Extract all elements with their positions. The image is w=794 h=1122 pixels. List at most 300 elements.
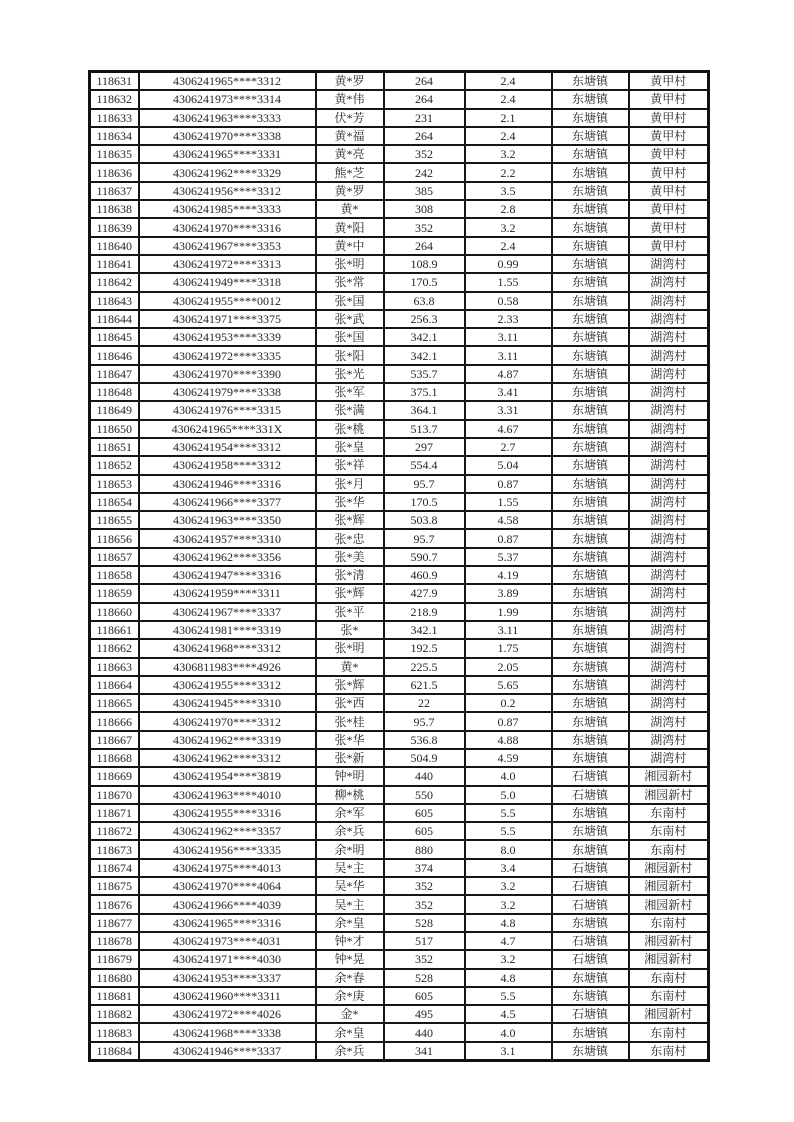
town-cell: 东塘镇	[552, 255, 629, 273]
name-cell: 张*忠	[316, 529, 384, 547]
village-cell: 湖湾村	[629, 310, 709, 328]
id-number-cell: 4306241972****3335	[139, 346, 316, 364]
name-cell: 张*武	[316, 310, 384, 328]
town-cell: 东塘镇	[552, 969, 629, 987]
name-cell: 余*春	[316, 969, 384, 987]
serial-number-cell: 118647	[90, 365, 139, 383]
table-row	[90, 529, 709, 547]
table-row	[90, 475, 709, 493]
village-cell: 东南村	[629, 822, 709, 840]
name-cell: 张*西	[316, 694, 384, 712]
id-number-cell: 4306241960****3311	[139, 987, 316, 1005]
table-row	[90, 456, 709, 474]
table-row	[90, 859, 709, 877]
serial-number-cell: 118658	[90, 566, 139, 584]
rate-cell: 3.2	[465, 145, 552, 163]
serial-number-cell: 118635	[90, 145, 139, 163]
id-number-cell: 4306811983****4926	[139, 658, 316, 676]
amount-cell: 264	[384, 90, 465, 108]
amount-cell: 605	[384, 822, 465, 840]
town-cell: 东塘镇	[552, 822, 629, 840]
rate-cell: 1.55	[465, 273, 552, 291]
name-cell: 张*国	[316, 292, 384, 310]
name-cell: 张*祥	[316, 456, 384, 474]
town-cell: 东塘镇	[552, 90, 629, 108]
table-row	[90, 401, 709, 419]
town-cell: 东塘镇	[552, 475, 629, 493]
rate-cell: 3.11	[465, 328, 552, 346]
town-cell: 东塘镇	[552, 401, 629, 419]
rate-cell: 4.5	[465, 1005, 552, 1023]
name-cell: 张*	[316, 621, 384, 639]
rate-cell: 8.0	[465, 840, 552, 858]
town-cell: 东塘镇	[552, 621, 629, 639]
rate-cell: 5.5	[465, 804, 552, 822]
data-table	[88, 70, 710, 1062]
table-row	[90, 969, 709, 987]
town-cell: 东塘镇	[552, 658, 629, 676]
name-cell: 张*平	[316, 603, 384, 621]
serial-number-cell: 118634	[90, 127, 139, 145]
amount-cell: 108.9	[384, 255, 465, 273]
rate-cell: 5.0	[465, 786, 552, 804]
town-cell: 东塘镇	[552, 109, 629, 127]
name-cell: 张*辉	[316, 511, 384, 529]
name-cell: 张*月	[316, 475, 384, 493]
town-cell: 东塘镇	[552, 603, 629, 621]
table-row	[90, 237, 709, 255]
id-number-cell: 4306241946****3316	[139, 475, 316, 493]
name-cell: 张*明	[316, 255, 384, 273]
village-cell: 东南村	[629, 804, 709, 822]
amount-cell: 528	[384, 969, 465, 987]
serial-number-cell: 118673	[90, 840, 139, 858]
name-cell: 柳*桃	[316, 786, 384, 804]
rate-cell: 0.2	[465, 694, 552, 712]
name-cell: 张*美	[316, 548, 384, 566]
amount-cell: 170.5	[384, 273, 465, 291]
town-cell: 石塘镇	[552, 767, 629, 785]
village-cell: 黄甲村	[629, 182, 709, 200]
amount-cell: 517	[384, 932, 465, 950]
name-cell: 吴*主	[316, 859, 384, 877]
id-number-cell: 4306241956****3335	[139, 840, 316, 858]
amount-cell: 535.7	[384, 365, 465, 383]
id-number-cell: 4306241947****3316	[139, 566, 316, 584]
village-cell: 湖湾村	[629, 273, 709, 291]
village-cell: 湖湾村	[629, 712, 709, 730]
village-cell: 湖湾村	[629, 749, 709, 767]
serial-number-cell: 118651	[90, 438, 139, 456]
serial-number-cell: 118680	[90, 969, 139, 987]
id-number-cell: 4306241946****3337	[139, 1042, 316, 1061]
rate-cell: 2.4	[465, 237, 552, 255]
name-cell: 张*华	[316, 731, 384, 749]
town-cell: 东塘镇	[552, 438, 629, 456]
table-row	[90, 548, 709, 566]
serial-number-cell: 118664	[90, 676, 139, 694]
rate-cell: 1.99	[465, 603, 552, 621]
table-row	[90, 731, 709, 749]
name-cell: 钟*晃	[316, 950, 384, 968]
name-cell: 黄*伟	[316, 90, 384, 108]
village-cell: 湖湾村	[629, 438, 709, 456]
serial-number-cell: 118653	[90, 475, 139, 493]
name-cell: 张*辉	[316, 676, 384, 694]
id-number-cell: 4306241970****3312	[139, 712, 316, 730]
table-row	[90, 749, 709, 767]
table-row	[90, 932, 709, 950]
village-cell: 湖湾村	[629, 365, 709, 383]
town-cell: 东塘镇	[552, 328, 629, 346]
rate-cell: 3.4	[465, 859, 552, 877]
town-cell: 东塘镇	[552, 731, 629, 749]
serial-number-cell: 118638	[90, 200, 139, 218]
rate-cell: 1.75	[465, 639, 552, 657]
name-cell: 钟*才	[316, 932, 384, 950]
serial-number-cell: 118676	[90, 895, 139, 913]
serial-number-cell: 118639	[90, 218, 139, 236]
serial-number-cell: 118678	[90, 932, 139, 950]
amount-cell: 308	[384, 200, 465, 218]
id-number-cell: 4306241962****3356	[139, 548, 316, 566]
name-cell: 熊*芝	[316, 163, 384, 181]
id-number-cell: 4306241963****3333	[139, 109, 316, 127]
name-cell: 张*常	[316, 273, 384, 291]
id-number-cell: 4306241968****3338	[139, 1023, 316, 1041]
rate-cell: 4.88	[465, 731, 552, 749]
serial-number-cell: 118648	[90, 383, 139, 401]
town-cell: 东塘镇	[552, 1023, 629, 1041]
name-cell: 张*皇	[316, 438, 384, 456]
amount-cell: 503.8	[384, 511, 465, 529]
village-cell: 黄甲村	[629, 72, 709, 91]
rate-cell: 2.4	[465, 72, 552, 91]
amount-cell: 504.9	[384, 749, 465, 767]
village-cell: 东南村	[629, 987, 709, 1005]
name-cell: 张*桂	[316, 712, 384, 730]
rate-cell: 2.33	[465, 310, 552, 328]
amount-cell: 460.9	[384, 566, 465, 584]
name-cell: 黄*阳	[316, 218, 384, 236]
id-number-cell: 4306241979****3338	[139, 383, 316, 401]
table-row	[90, 163, 709, 181]
village-cell: 湖湾村	[629, 621, 709, 639]
table-row	[90, 676, 709, 694]
serial-number-cell: 118652	[90, 456, 139, 474]
id-number-cell: 4306241973****4031	[139, 932, 316, 950]
serial-number-cell: 118645	[90, 328, 139, 346]
serial-number-cell: 118643	[90, 292, 139, 310]
amount-cell: 192.5	[384, 639, 465, 657]
amount-cell: 352	[384, 877, 465, 895]
town-cell: 东塘镇	[552, 639, 629, 657]
village-cell: 湖湾村	[629, 346, 709, 364]
name-cell: 伏*芳	[316, 109, 384, 127]
rate-cell: 5.65	[465, 676, 552, 694]
amount-cell: 528	[384, 914, 465, 932]
id-number-cell: 4306241953****3339	[139, 328, 316, 346]
village-cell: 湖湾村	[629, 566, 709, 584]
id-number-cell: 4306241971****4030	[139, 950, 316, 968]
table-row	[90, 786, 709, 804]
id-number-cell: 4306241963****4010	[139, 786, 316, 804]
rate-cell: 5.5	[465, 822, 552, 840]
village-cell: 湘园新村	[629, 932, 709, 950]
serial-number-cell: 118666	[90, 712, 139, 730]
serial-number-cell: 118660	[90, 603, 139, 621]
id-number-cell: 4306241959****3311	[139, 584, 316, 602]
village-cell: 湖湾村	[629, 529, 709, 547]
serial-number-cell: 118677	[90, 914, 139, 932]
serial-number-cell: 118646	[90, 346, 139, 364]
amount-cell: 225.5	[384, 658, 465, 676]
rate-cell: 3.11	[465, 346, 552, 364]
rate-cell: 3.41	[465, 383, 552, 401]
serial-number-cell: 118665	[90, 694, 139, 712]
id-number-cell: 4306241985****3333	[139, 200, 316, 218]
table-row	[90, 72, 709, 91]
amount-cell: 352	[384, 145, 465, 163]
rate-cell: 4.67	[465, 420, 552, 438]
village-cell: 湖湾村	[629, 658, 709, 676]
id-number-cell: 4306241962****3319	[139, 731, 316, 749]
table-row	[90, 822, 709, 840]
town-cell: 东塘镇	[552, 676, 629, 694]
rate-cell: 3.2	[465, 895, 552, 913]
id-number-cell: 4306241955****3316	[139, 804, 316, 822]
id-number-cell: 4306241976****3315	[139, 401, 316, 419]
rate-cell: 2.1	[465, 109, 552, 127]
village-cell: 黄甲村	[629, 90, 709, 108]
village-cell: 湘园新村	[629, 1005, 709, 1023]
name-cell: 黄*福	[316, 127, 384, 145]
table-row	[90, 328, 709, 346]
id-number-cell: 4306241962****3312	[139, 749, 316, 767]
rate-cell: 4.8	[465, 969, 552, 987]
table-row	[90, 273, 709, 291]
name-cell: 余*军	[316, 804, 384, 822]
table-row	[90, 511, 709, 529]
rate-cell: 4.58	[465, 511, 552, 529]
village-cell: 湖湾村	[629, 731, 709, 749]
table-row	[90, 639, 709, 657]
name-cell: 张*桃	[316, 420, 384, 438]
amount-cell: 374	[384, 859, 465, 877]
serial-number-cell: 118637	[90, 182, 139, 200]
amount-cell: 621.5	[384, 676, 465, 694]
serial-number-cell: 118674	[90, 859, 139, 877]
table-row	[90, 712, 709, 730]
table-row	[90, 438, 709, 456]
amount-cell: 218.9	[384, 603, 465, 621]
amount-cell: 352	[384, 895, 465, 913]
serial-number-cell: 118661	[90, 621, 139, 639]
serial-number-cell: 118656	[90, 529, 139, 547]
name-cell: 余*兵	[316, 1042, 384, 1061]
id-number-cell: 4306241975****4013	[139, 859, 316, 877]
id-number-cell: 4306241972****4026	[139, 1005, 316, 1023]
serial-number-cell: 118650	[90, 420, 139, 438]
town-cell: 东塘镇	[552, 548, 629, 566]
table-row	[90, 584, 709, 602]
id-number-cell: 4306241965****3316	[139, 914, 316, 932]
village-cell: 湖湾村	[629, 383, 709, 401]
table-row	[90, 804, 709, 822]
serial-number-cell: 118671	[90, 804, 139, 822]
rate-cell: 3.5	[465, 182, 552, 200]
serial-number-cell: 118654	[90, 493, 139, 511]
amount-cell: 22	[384, 694, 465, 712]
name-cell: 张*辉	[316, 584, 384, 602]
id-number-cell: 4306241949****3318	[139, 273, 316, 291]
town-cell: 东塘镇	[552, 456, 629, 474]
town-cell: 东塘镇	[552, 840, 629, 858]
serial-number-cell: 118659	[90, 584, 139, 602]
rate-cell: 2.2	[465, 163, 552, 181]
town-cell: 东塘镇	[552, 365, 629, 383]
rate-cell: 4.0	[465, 1023, 552, 1041]
amount-cell: 427.9	[384, 584, 465, 602]
town-cell: 东塘镇	[552, 182, 629, 200]
name-cell: 余*明	[316, 840, 384, 858]
town-cell: 东塘镇	[552, 420, 629, 438]
amount-cell: 264	[384, 127, 465, 145]
rate-cell: 0.99	[465, 255, 552, 273]
table-row	[90, 877, 709, 895]
town-cell: 东塘镇	[552, 1042, 629, 1061]
id-number-cell: 4306241981****3319	[139, 621, 316, 639]
id-number-cell: 4306241945****3310	[139, 694, 316, 712]
town-cell: 石塘镇	[552, 786, 629, 804]
serial-number-cell: 118679	[90, 950, 139, 968]
id-number-cell: 4306241965****331X	[139, 420, 316, 438]
amount-cell: 63.8	[384, 292, 465, 310]
village-cell: 湖湾村	[629, 328, 709, 346]
name-cell: 余*兵	[316, 822, 384, 840]
name-cell: 张*国	[316, 328, 384, 346]
village-cell: 湖湾村	[629, 639, 709, 657]
name-cell: 张*华	[316, 493, 384, 511]
village-cell: 湘园新村	[629, 859, 709, 877]
village-cell: 湖湾村	[629, 420, 709, 438]
amount-cell: 352	[384, 950, 465, 968]
town-cell: 石塘镇	[552, 950, 629, 968]
town-cell: 东塘镇	[552, 237, 629, 255]
table-row	[90, 566, 709, 584]
village-cell: 东南村	[629, 840, 709, 858]
id-number-cell: 4306241962****3357	[139, 822, 316, 840]
town-cell: 石塘镇	[552, 859, 629, 877]
amount-cell: 880	[384, 840, 465, 858]
town-cell: 东塘镇	[552, 383, 629, 401]
village-cell: 湖湾村	[629, 676, 709, 694]
table-row	[90, 346, 709, 364]
id-number-cell: 4306241962****3329	[139, 163, 316, 181]
name-cell: 张*新	[316, 749, 384, 767]
id-number-cell: 4306241953****3337	[139, 969, 316, 987]
id-number-cell: 4306241956****3312	[139, 182, 316, 200]
town-cell: 东塘镇	[552, 694, 629, 712]
village-cell: 湖湾村	[629, 584, 709, 602]
id-number-cell: 4306241954****3312	[139, 438, 316, 456]
village-cell: 黄甲村	[629, 109, 709, 127]
table-row	[90, 182, 709, 200]
name-cell: 张*光	[316, 365, 384, 383]
amount-cell: 264	[384, 72, 465, 91]
serial-number-cell: 118675	[90, 877, 139, 895]
village-cell: 黄甲村	[629, 127, 709, 145]
amount-cell: 590.7	[384, 548, 465, 566]
amount-cell: 385	[384, 182, 465, 200]
id-number-cell: 4306241954****3819	[139, 767, 316, 785]
village-cell: 东南村	[629, 1023, 709, 1041]
table-row	[90, 621, 709, 639]
amount-cell: 256.3	[384, 310, 465, 328]
village-cell: 湖湾村	[629, 456, 709, 474]
name-cell: 张*阳	[316, 346, 384, 364]
id-number-cell: 4306241967****3337	[139, 603, 316, 621]
table-row	[90, 145, 709, 163]
village-cell: 黄甲村	[629, 218, 709, 236]
serial-number-cell: 118640	[90, 237, 139, 255]
name-cell: 余*皇	[316, 1023, 384, 1041]
village-cell: 湖湾村	[629, 548, 709, 566]
rate-cell: 3.89	[465, 584, 552, 602]
amount-cell: 342.1	[384, 621, 465, 639]
serial-number-cell: 118670	[90, 786, 139, 804]
id-number-cell: 4306241970****4064	[139, 877, 316, 895]
table-body	[90, 72, 709, 1061]
town-cell: 石塘镇	[552, 877, 629, 895]
serial-number-cell: 118631	[90, 72, 139, 91]
rate-cell: 0.87	[465, 475, 552, 493]
rate-cell: 4.87	[465, 365, 552, 383]
name-cell: 张*清	[316, 566, 384, 584]
table-row	[90, 292, 709, 310]
town-cell: 东塘镇	[552, 511, 629, 529]
rate-cell: 2.05	[465, 658, 552, 676]
rate-cell: 4.59	[465, 749, 552, 767]
table-row	[90, 767, 709, 785]
id-number-cell: 4306241972****3313	[139, 255, 316, 273]
town-cell: 东塘镇	[552, 346, 629, 364]
id-number-cell: 4306241968****3312	[139, 639, 316, 657]
town-cell: 东塘镇	[552, 529, 629, 547]
table-row	[90, 950, 709, 968]
rate-cell: 3.2	[465, 877, 552, 895]
amount-cell: 440	[384, 1023, 465, 1041]
id-number-cell: 4306241970****3338	[139, 127, 316, 145]
rate-cell: 2.4	[465, 127, 552, 145]
rate-cell: 4.19	[465, 566, 552, 584]
village-cell: 东南村	[629, 1042, 709, 1061]
village-cell: 湖湾村	[629, 603, 709, 621]
village-cell: 湖湾村	[629, 292, 709, 310]
table-row	[90, 895, 709, 913]
amount-cell: 170.5	[384, 493, 465, 511]
id-number-cell: 4306241966****3377	[139, 493, 316, 511]
id-number-cell: 4306241973****3314	[139, 90, 316, 108]
name-cell: 黄*中	[316, 237, 384, 255]
serial-number-cell: 118633	[90, 109, 139, 127]
town-cell: 东塘镇	[552, 493, 629, 511]
town-cell: 东塘镇	[552, 584, 629, 602]
amount-cell: 341	[384, 1042, 465, 1061]
rate-cell: 0.58	[465, 292, 552, 310]
id-number-cell: 4306241971****3375	[139, 310, 316, 328]
serial-number-cell: 118642	[90, 273, 139, 291]
